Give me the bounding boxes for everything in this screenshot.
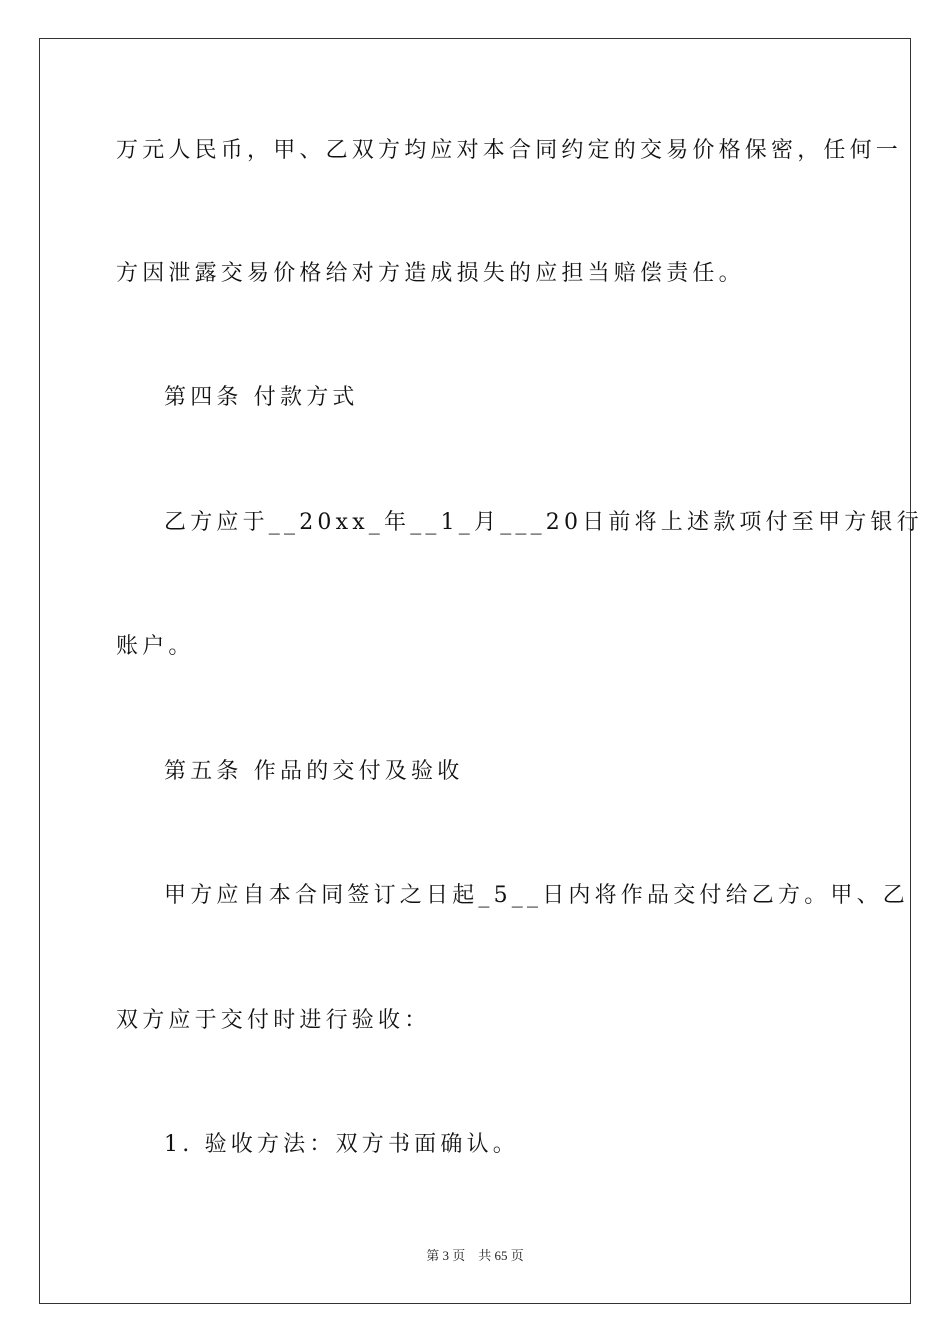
page-number-footer: 第 3 页 共 65 页 (426, 1248, 524, 1263)
section-heading-article-4: 第四条 付款方式 (164, 385, 359, 410)
list-item: 1. 验收方法：双方书面确认。 (164, 1132, 519, 1157)
paragraph-line: 万元人民币，甲、乙双方均应对本合同约定的交易价格保密，任何一 (116, 138, 903, 163)
paragraph-line: 甲方应自本合同签订之日起_5__日内将作品交付给乙方。甲、乙 (164, 883, 909, 908)
paragraph-line: 双方应于交付时进行验收： (116, 1008, 431, 1033)
paragraph-line: 方因泄露交易价格给对方造成损失的应担当赔偿责任。 (116, 261, 745, 286)
section-heading-article-5: 第五条 作品的交付及验收 (164, 759, 464, 784)
page-border (39, 38, 911, 1304)
paragraph-line: 乙方应于__20xx_年__1_月___20日前将上述款项付至甲方银行 (164, 510, 923, 535)
paragraph-line: 账户。 (116, 634, 195, 659)
